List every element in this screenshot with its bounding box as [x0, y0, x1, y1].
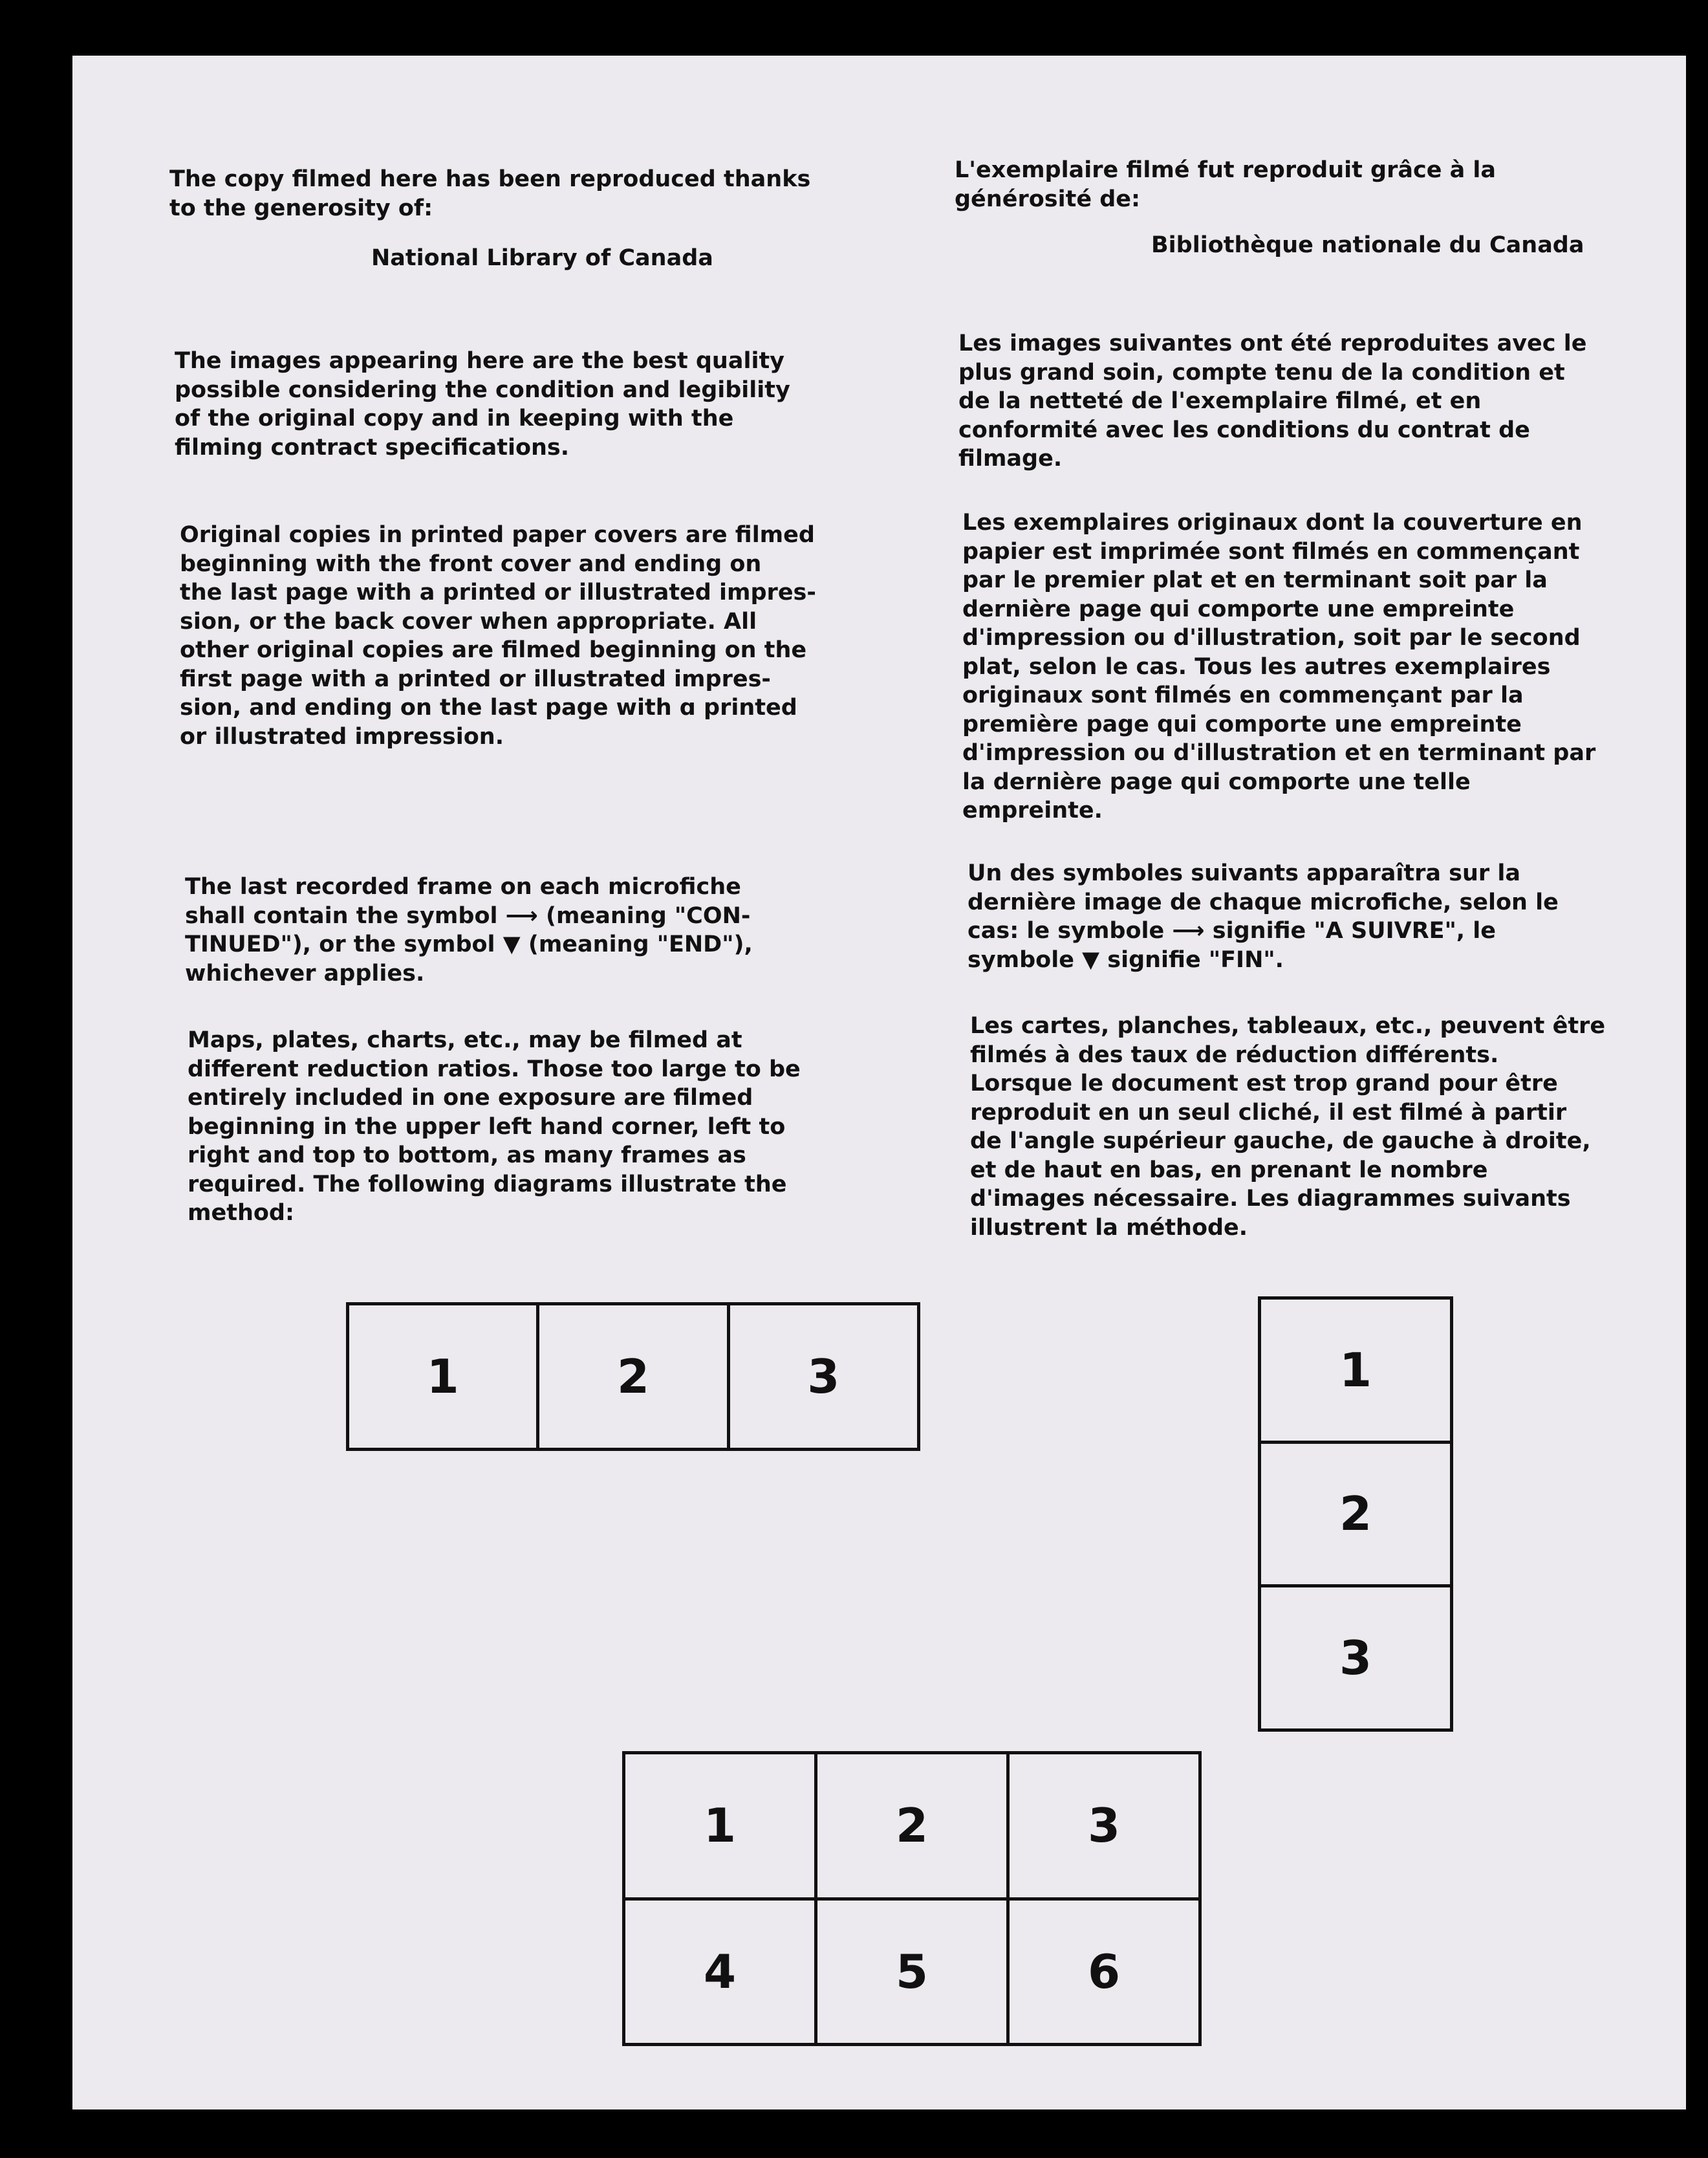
diagram-row — [346, 1302, 920, 1451]
grid-frame: 4 — [624, 1899, 816, 2045]
diagram-grid — [622, 1751, 1202, 2046]
right-covers-paragraph: Les exemplaires originaux dont la couverture en papier est imprimée sont filmés en commençant par le premier plat et en terminant soit par la dernière page qui comporte une empreinte d'impression ou d'illustration, soit par le second plat, selon le cas. Tous les autres exemplaires originaux sont filmés en commençant par la première page qui comporte une empreinte d'impression ou d'illustration et en terminant par la dernière page qui comporte une telle empreinte. — [962, 510, 1596, 823]
left-symbols-paragraph: The last recorded frame on each microfiche shall contain the symbol ⟶ (meaning "CON- TINUED"), or the symbol ▼ (meaning "END"), whichever applies. — [185, 874, 753, 986]
right-maps-paragraph: Les cartes, planches, tableaux, etc., peuvent être filmés à des taux de réduction différents. Lorsque le document est trop grand pour être reproduit en un seul cliché, il est filmé à partir de l'angle supérieur gauche, de gauche à droite, et de haut en bas, en prenant le nombre d'images nécessaire. Les diagrammes suivants illustrent la méthode. — [970, 1013, 1606, 1241]
grid-frame: 6 — [1008, 1899, 1200, 2045]
diagram-column — [1258, 1296, 1453, 1732]
left-intro: The copy filmed here has been reproduced thanks to the generosity of: — [169, 166, 811, 221]
column-frame: 2 — [1260, 1442, 1452, 1586]
row-frame: 1 — [348, 1304, 538, 1450]
left-institution: National Library of Canada — [371, 245, 713, 271]
right-institution: Bibliothèque nationale du Canada — [1151, 232, 1584, 258]
column-frame: 3 — [1260, 1586, 1452, 1730]
left-maps-paragraph: Maps, plates, charts, etc., may be filmed at different reduction ratios. Those too large to be entirely included in one exposure are filmed beginning in the upper left hand corner, left to right and top to bottom, as many frames as required. The following diagrams illustrate the method: — [188, 1027, 801, 1226]
grid-frame: 3 — [1008, 1753, 1200, 1899]
left-covers-paragraph: Original copies in printed paper covers are filmed beginning with the front cover and ending on the last page with a printed or illustrated impres- sion, or the back cover when appropriate. All other original copies are filmed beginning on the first page with a printed or illustrated impres- sion, and ending on the last page with ɑ printed or illustrated impression. — [180, 522, 816, 750]
grid-frame: 5 — [816, 1899, 1008, 2045]
row-frame: 3 — [728, 1304, 918, 1450]
left-quality-paragraph: The images appearing here are the best quality possible considering the condition and legibility of the original copy and in keeping with the filming contract specifications. — [175, 348, 790, 461]
grid-frame: 1 — [624, 1753, 816, 1899]
right-symbols-paragraph: Un des symboles suivants apparaîtra sur la dernière image de chaque microfiche, selon le cas: le symbole ⟶ signifie "A SUIVRE", le symbole ▼ signifie "FIN". — [968, 860, 1559, 973]
right-quality-paragraph: Les images suivantes ont été reproduites avec le plus grand soin, compte tenu de la condition et de la netteté de l'exemplaire filmé, et en conformité avec les conditions du contrat de filmage. — [958, 331, 1587, 472]
column-frame: 1 — [1260, 1298, 1452, 1443]
right-intro: L'exemplaire filmé fut reproduit grâce à la générosité de: — [955, 157, 1497, 212]
grid-frame: 2 — [816, 1753, 1008, 1899]
row-frame: 2 — [538, 1304, 728, 1450]
